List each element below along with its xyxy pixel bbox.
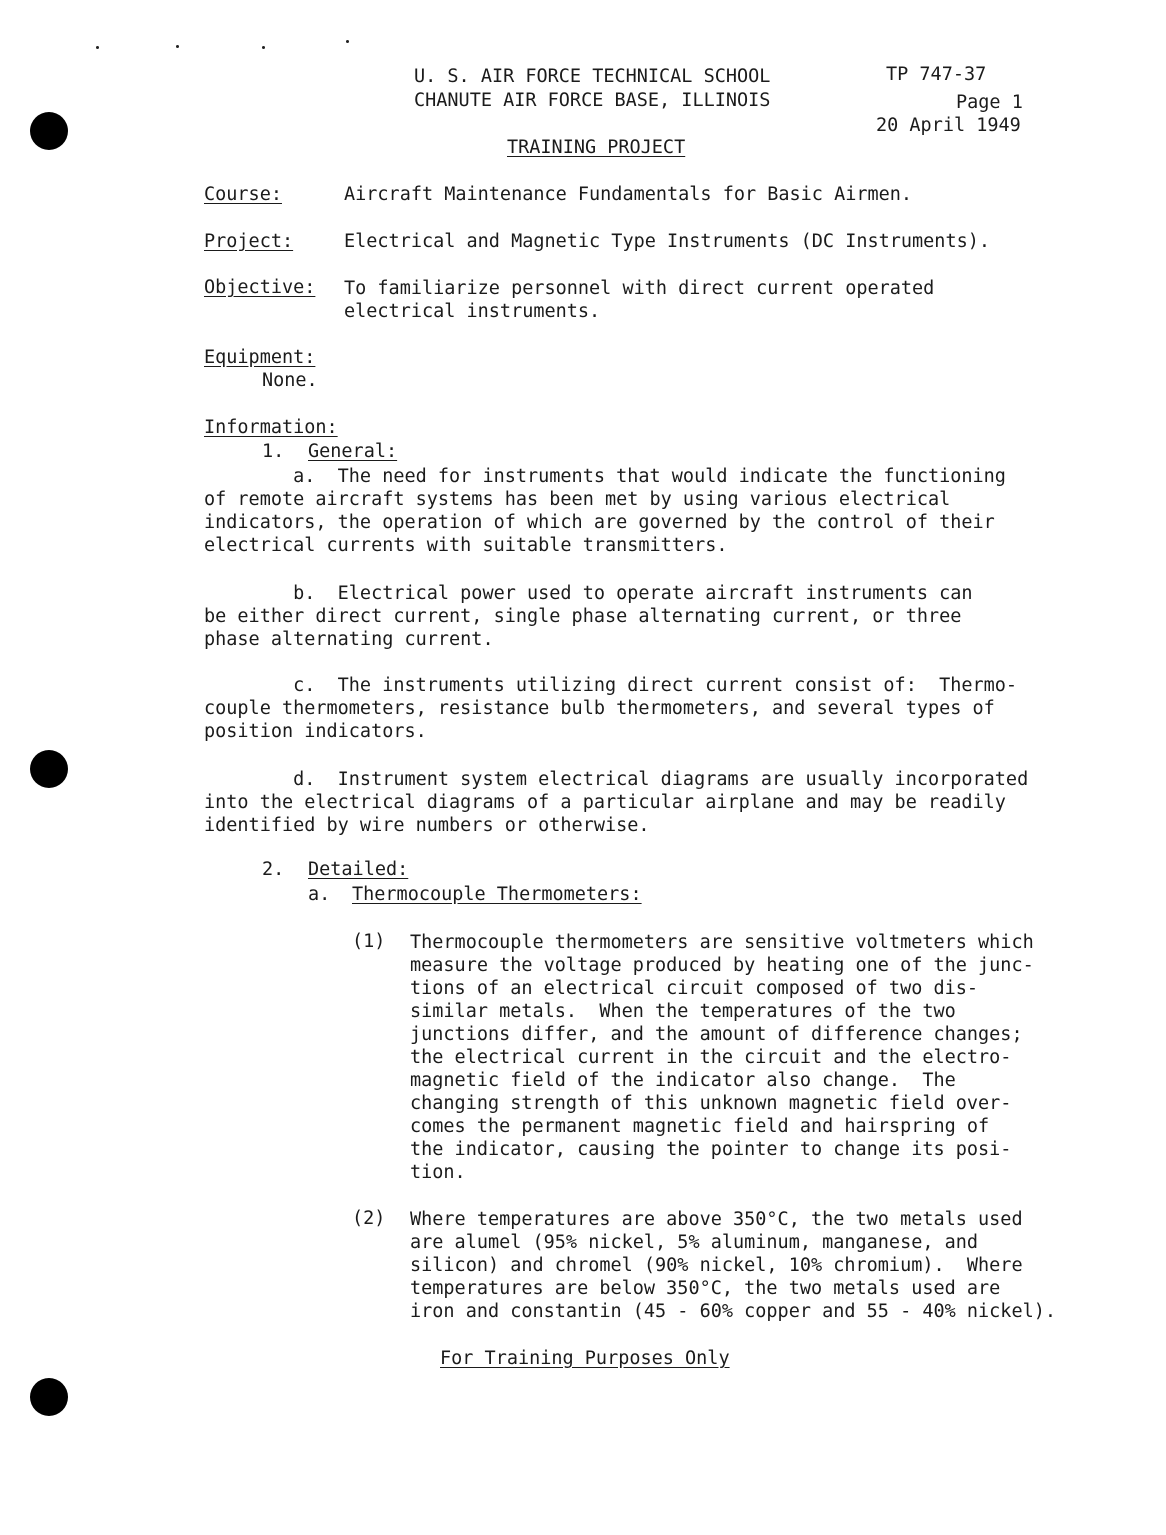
speck [176,45,179,48]
item-2-text: Where temperatures are above 350°C, the two metals used are alumel (95% nickel, 5% aluminum, manganese, and silicon) and chromel (90% nickel, 10% chromium). Where temperatures are below 350°C, the two metals used are iron and constantin (45 - 60% copper and 55 - 40% nickel). [410,1209,1057,1322]
subsection-a-heading: Thermocouple Thermometers: [352,884,642,905]
paragraph-d: d. Instrument system electrical diagrams are usually incorporated into the electrical diagrams of a particular airplane and may be readily identified by wire numbers or otherwise. [204,769,1029,836]
school-name-line2: CHANUTE AIR FORCE BASE, ILLINOIS [414,90,771,111]
project-label: Project: [204,231,294,252]
detailed-number: 2. [262,859,285,880]
item-1-text: Thermocouple thermometers are sensitive voltmeters which measure the voltage produced by heating one of the junc- tions of an electrical circuit composed of two dis- similar metals. When the temperatures of the two junctions differ, and the amount of difference changes; the electrical current in the circuit and the electro- magnetic field of the indicator also change. The changing strength of this unknown magnetic field over- comes the permanent magnetic field and hairspring of the indicator, causing the pointer to change its posi- tion. [410,932,1034,1183]
equipment-label: Equipment: [204,347,316,368]
document-number: TP 747-37 [886,64,987,85]
school-name-line1: U. S. AIR FORCE TECHNICAL SCHOOL [414,66,771,87]
project-value: Electrical and Magnetic Type Instruments (DC Instruments). [344,231,991,252]
subsection-a-letter: a. [308,884,331,905]
paragraph-b: b. Electrical power used to operate aircraft instruments can be either direct current, single phase alternating current, or three phase alternating current. [204,583,973,650]
objective-label: Objective: [204,277,316,298]
general-heading: General: [308,441,398,462]
footer-note: For Training Purposes Only [440,1348,730,1369]
item-2-number: (2) [352,1208,386,1229]
speck [96,46,99,49]
speck [346,40,349,43]
equipment-value: None. [262,370,318,391]
punch-hole-bottom [30,1378,68,1416]
objective-value: To familiarize personnel with direct current operated electrical instruments. [344,278,935,322]
information-label: Information: [204,417,338,438]
detailed-heading: Detailed: [308,859,409,880]
general-number: 1. [262,441,285,462]
document-date: 20 April 1949 [876,115,1021,136]
punch-hole-top [30,112,68,150]
punch-hole-middle [30,750,68,788]
document-title: TRAINING PROJECT [507,137,686,158]
course-label: Course: [204,184,282,205]
paragraph-c: c. The instruments utilizing direct current consist of: Thermo- couple thermometers, resistance bulb thermometers, and several types of position indicators. [204,675,1018,742]
item-1-number: (1) [352,931,386,952]
page-number: Page 1 [956,92,1023,113]
paragraph-a: a. The need for instruments that would indicate the functioning of remote aircraft systems has been met by using various electrical indicators, the operation of which are governed by the control of their electrical currents with suitable transmitters. [204,466,1006,556]
speck [262,46,265,49]
course-value: Aircraft Maintenance Fundamentals for Basic Airmen. [344,184,913,205]
